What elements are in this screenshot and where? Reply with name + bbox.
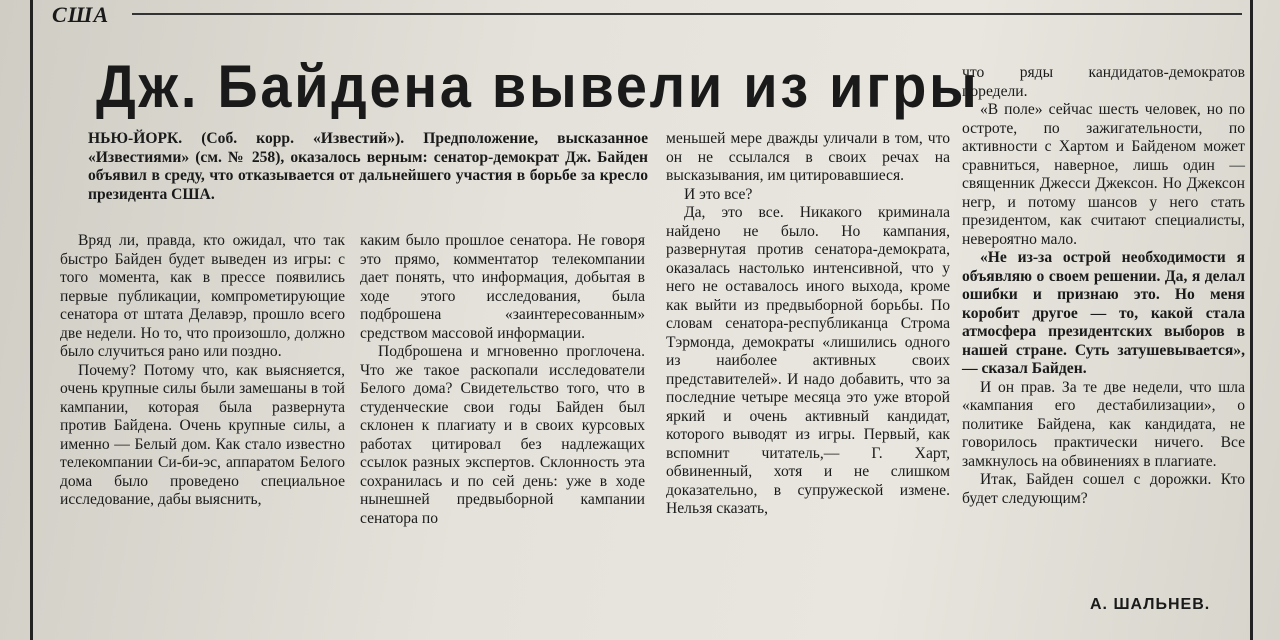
- paragraph: Вряд ли, правда, кто ожидал, что так быстро Байден будет выведен из игры: с того момента, как в прессе появились первые публикации, компрометирующие сенатора от штата Делавэр, прошло всего две недели. Но то, что произошло, должно было случиться рано или поздно.: [60, 232, 345, 360]
- paragraph: И он прав. За те две недели, что шла «кампания его дестабилизации», о политике Байдена, как кандидата, не говорилось практически ничего. Все замкнулось на обвинениях в плагиате.: [962, 378, 1245, 470]
- article-column-2: [360, 232, 645, 528]
- paragraph: что ряды кандидатов-демократов поредели.: [962, 64, 1245, 100]
- article-column-1: [60, 232, 345, 510]
- paragraph: каким было прошлое сенатора. Не говоря это прямо, комментатор телекомпании дает понять, что информация, добытая в ходе этого исследования, была подброшена «заинтересованным» средством массовой информации.: [360, 232, 645, 342]
- article-lead: НЬЮ-ЙОРК. (Соб. корр. «Известий»). Предположение, высказанное «Известиями» (см. № 258), оказалось верным: сенатор-демократ Дж. Байден объявил в среду, что отказывается от дальнейшего участия в борьбе за кресло президента США.: [88, 130, 648, 203]
- left-column-rule: [30, 0, 33, 640]
- paragraph: Итак, Байден сошел с дорожки. Кто будет следующим?: [962, 471, 1245, 507]
- paragraph: Подброшена и мгновенно проглочена. Что же такое раскопали исследователи Белого дома? Свидетельство того, что в студенческие свои годы Байден был склонен к плагиату и в своих курсовых работах цитировал без надлежащих ссылок разных экспертов. Склонность эта сохранилась и по сей день: уже в ходе нынешней предвыборной кампании сенатора по: [360, 343, 645, 527]
- quote-paragraph: «Не из-за острой необходимости я объявляю о своем решении. Да, я делал ошибки и признаю это. Но меня коробит другое — то, какой стала атмосфера президентских выборов в нашей стране. Суть затушевывается», — сказал Байден.: [962, 249, 1245, 377]
- right-column-rule: [1250, 0, 1253, 640]
- paragraph: меньшей мере дважды уличали в том, что он не ссылался в своих речах на высказывания, им цитировавшиеся.: [666, 130, 950, 184]
- article-column-3: [666, 130, 950, 519]
- article-headline: Дж. Байдена вывели из игры: [96, 53, 980, 120]
- paragraph: Да, это все. Никакого криминала найдено не было. Но кампания, развернутая против сенатора-демократа, оказалась настолько интенсивной, что у него не оставалось иного выхода, кроме как выйти из предвыборной борьбы. По словам сенатора-республиканца Строма Тэрмонда, демократы «лишились одного из наиболее активных своих представителей». И надо добавить, что за последние четыре месяца это уже второй яркий и очень активный кандидат, которого выводят из игры. Первый, как вспомнит читатель,— Г. Харт, обвиненный, хотя и не слишком доказательно, в супружеской измене. Нельзя сказать,: [666, 204, 950, 517]
- rubric-divider: [132, 13, 1242, 15]
- section-rubric: США: [52, 2, 110, 27]
- paragraph: Почему? Потому что, как выясняется, очень крупные силы были замешаны в той кампании, которая была развернута против Байдена. Очень крупные силы, а именно — Белый дом. Как стало известно телекомпании Си-би-эс, аппаратом Белого дома было проведено специальное исследование, дабы выяснить,: [60, 361, 345, 508]
- author-signature: А. ШАЛЬНЕВ.: [1090, 596, 1211, 613]
- article-column-4: [962, 64, 1245, 508]
- paragraph: «В поле» сейчас шесть человек, но по остроте, по зажигательности, по активности с Хартом и Байденом может сравниться, наверное, лишь один — священник Джесси Джексон. Но Джексон негр, и потому шансов у него стать президентом, как считают специалисты, невероятно мало.: [962, 101, 1245, 248]
- paragraph: И это все?: [684, 185, 753, 203]
